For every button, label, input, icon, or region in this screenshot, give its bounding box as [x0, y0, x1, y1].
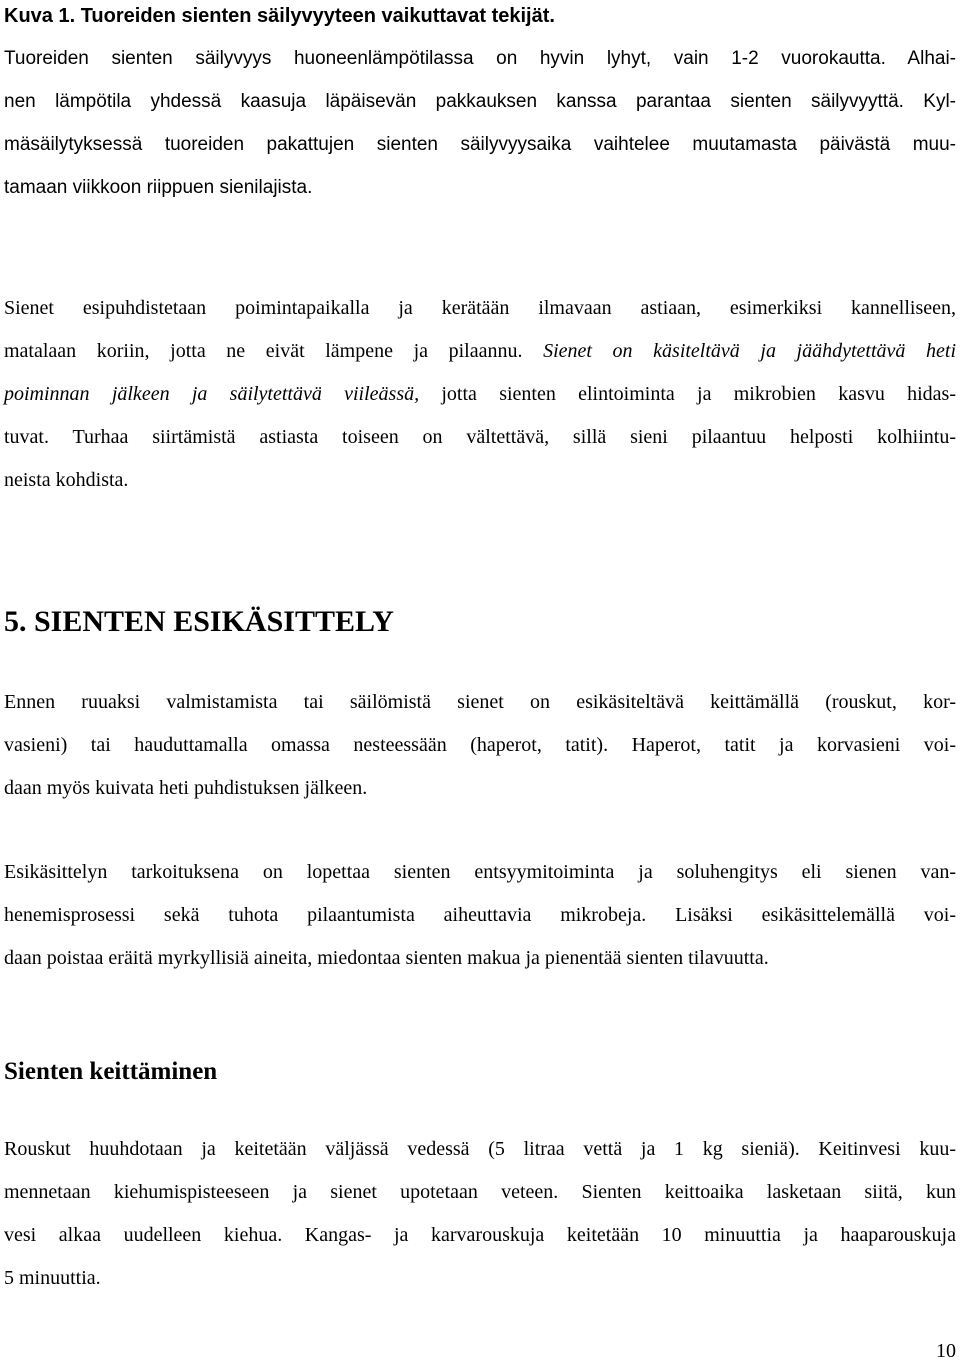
emphasis-text: poiminnan jälkeen ja säilytettävä viileässä, [4, 383, 420, 405]
text-line: Ennen ruuaksi valmistamista tai säilömistä sienet on esikäsiteltävä keittämällä (rouskut, kor- [4, 691, 956, 713]
text-line: mennetaan kiehumispisteeseen ja sienet upotetaan veteen. Sienten keittoaika lasketaan siitä, kun [4, 1181, 956, 1203]
text-line: daan myös kuivata heti puhdistuksen jälkeen. [4, 777, 368, 799]
text-line: daan poistaa eräitä myrkyllisiä aineita, miedontaa sienten makua ja pienentää sienten tilavuutta. [4, 947, 769, 969]
text-line: Rouskut huuhdotaan ja keitetään väljässä vedessä (5 litraa vettä ja 1 kg sieniä). Keitinvesi kuu- [4, 1138, 956, 1160]
paragraph-boiling [4, 1128, 956, 1300]
paragraph-pretreatment [4, 681, 956, 810]
text-line: nen lämpötila yhdessä kaasuja läpäisevän pakkauksen kanssa parantaa sienten säilyvyyttä. Kyl- [4, 91, 956, 112]
text-line: Esikäsittelyn tarkoituksena on lopettaa sienten entsyymitoiminta ja soluhengitys eli sienen van- [4, 861, 956, 883]
text-line: neista kohdista. [4, 469, 129, 491]
figure-caption: Kuva 1. Tuoreiden sienten säilyvyyteen vaikuttavat tekijät. [4, 5, 555, 27]
emphasis-text: Sienet on käsiteltävä ja jäähdytettävä heti [543, 340, 956, 362]
text-line: mäsäilytyksessä tuoreiden pakattujen sienten säilyvyysaika vaihtelee muutamasta päivästä muu- [4, 134, 956, 155]
text-line: vasieni) tai hauduttamalla omassa nesteessään (haperot, tatit). Haperot, tatit ja korvasieni voi- [4, 734, 956, 756]
text-segment: jotta sienten elintoiminta ja mikrobien kasvu hidas- [441, 383, 956, 405]
paragraph-purpose [4, 851, 956, 980]
section-heading: 5. SIENTEN ESIKÄSITTELY [4, 605, 394, 638]
text-line: Sienet esipuhdistetaan poimintapaikalla ja kerätään ilmavaan astiaan, esimerkiksi kannelliseen, [4, 297, 956, 319]
page-number: 10 [936, 1340, 956, 1362]
paragraph-storage [4, 37, 956, 209]
text-line: tamaan viikkoon riippuen sienilajista. [4, 177, 313, 198]
text-line: vesi alkaa uudelleen kiehua. Kangas- ja karvarouskuja keitetään 10 minuuttia ja haaparouskuja [4, 1224, 956, 1246]
paragraph-collection [4, 287, 956, 502]
text-segment: matalaan koriin, jotta ne eivät lämpene ja pilaannu. [4, 340, 523, 362]
subsection-heading: Sienten keittäminen [4, 1058, 218, 1085]
text-line: tuvat. Turhaa siirtämistä astiasta toiseen on vältettävä, sillä sieni pilaantuu helposti kolhiintu- [4, 426, 956, 448]
text-line: 5 minuuttia. [4, 1267, 101, 1289]
text-line [4, 330, 956, 373]
text-line: Tuoreiden sienten säilyvyys huoneenlämpötilassa on hyvin lyhyt, vain 1-2 vuorokautta. Alhai- [4, 48, 956, 69]
text-line: henemisprosessi sekä tuhota pilaantumista aiheuttavia mikrobeja. Lisäksi esikäsittelemällä voi- [4, 904, 956, 926]
text-line [4, 373, 956, 416]
